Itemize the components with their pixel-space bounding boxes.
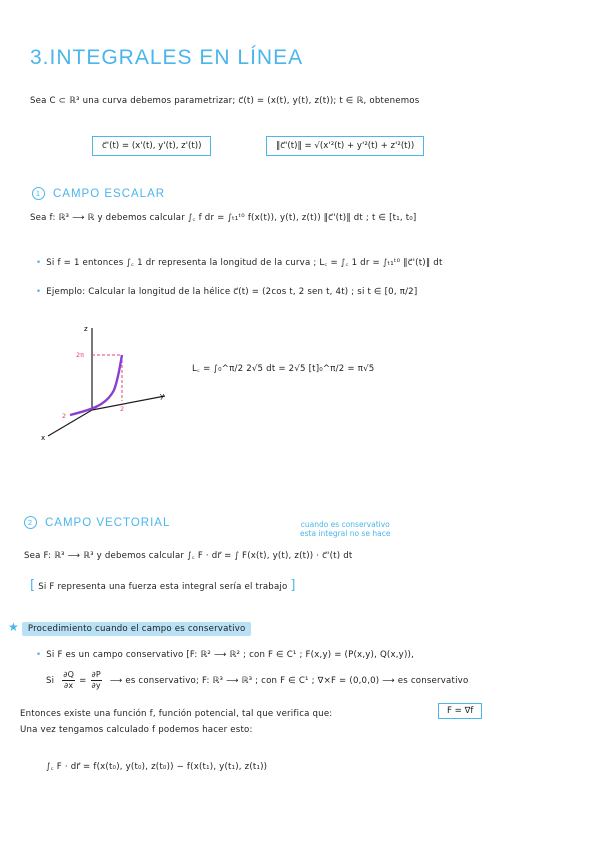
intro-line: Sea C ⊂ ℝ³ una curva debemos parametrizar; c⃗(t) = (x(t), y(t), z(t)); t ∈ ℝ, obtenemos [30, 96, 420, 106]
potential-line: Entonces existe una función f, función potencial, tal que verifica que: [20, 709, 333, 719]
conservative-condition-1-text: Si F es un campo conservativo [F: ℝ² ⟶ ℝ² ; con F ∈ C¹ ; F(x,y) = (P(x,y), Q(x,y)), [46, 650, 415, 660]
scalar-bullet-example-text: Ejemplo: Calcular la longitud de la hélice c⃗(t) = (2cos t, 2 sen t, 4t) ; si t ∈ [0, π/2] [46, 287, 418, 297]
procedure-heading [8, 620, 251, 634]
page-title: 3.INTEGRALES EN LÍNEA [30, 46, 304, 69]
potential-box: F = ∇f [438, 703, 482, 719]
scalar-definition: Sea f: ℝ³ ⟶ ℝ y debemos calcular ∫꜀ f dr = ∫ₜ₁ᵗ⁰ f(x(t)), y(t), z(t)) ‖c⃗'(t)‖ dt ; t ∈ [t₁, t₀] [30, 213, 417, 223]
conservative-note-line1: cuando es conservativo [300, 520, 390, 529]
final-formula: ∫꜀ F · dr⃗ = f(x(t₀), y(t₀), z(t₀)) − f(x(t₁), y(t₁), z(t₁)) [46, 762, 268, 772]
bracket-right: ] [290, 578, 296, 593]
x-tick-label: 2 [62, 412, 67, 420]
cond2-prefix: Si [46, 675, 55, 686]
section-vector-heading [24, 516, 170, 529]
y-axis-label: y [160, 392, 165, 400]
procedure-heading-text: Procedimiento cuando el campo es conservativo [22, 622, 252, 636]
derivative-box: c⃗'(t) = (x'(t), y'(t), z'(t)) [92, 136, 211, 156]
conservative-note-line2: esta integral no se hace [300, 529, 391, 538]
cond2-rest: ⟶ es conservativo; F: ℝ³ ⟶ ℝ³ ; con F ∈ C¹ ; ∇×F = (0,0,0) ⟶ es conservativo [109, 675, 469, 686]
y-tick-label: 2 [120, 405, 125, 413]
z-tick-label: 2π [76, 351, 85, 359]
conservative-note [300, 520, 390, 538]
work-note-text: Si F representa una fuerza esta integral sería el trabajo [38, 582, 288, 592]
work-note [30, 578, 296, 593]
conservative-condition-1 [36, 650, 414, 660]
scalar-bullet-if [36, 256, 443, 268]
bullet-icon: • [36, 650, 42, 660]
frac-bot-right: ∂y [91, 681, 101, 690]
section-number-1: 1 [32, 187, 45, 200]
bracket-left: [ [30, 578, 36, 593]
equals-sign: = [79, 675, 87, 686]
section-scalar-heading [32, 187, 165, 200]
scalar-bullet-example [36, 287, 417, 297]
section-vector-title: CAMPO VECTORIAL [45, 517, 171, 529]
star-icon: ★ [8, 620, 19, 634]
conservative-condition-2 [46, 670, 468, 691]
scalar-bullet-if-text: Si f = 1 entonces ∫꜀ 1 dr representa la longitud de la curva ; L꜀ = ∫꜀ 1 dr = ∫ₜ₁ᵗ⁰ ‖c⃗'(t)‖ dt [46, 258, 443, 268]
section-scalar-title: CAMPO ESCALAR [53, 188, 166, 200]
frac-top-right: ∂P [91, 670, 101, 679]
fraction-dp-dy [91, 670, 102, 691]
fraction-dq-dx [62, 670, 75, 691]
frac-bot-left: ∂x [64, 681, 74, 690]
section-number-2: 2 [24, 516, 37, 529]
x-axis-label: x [41, 434, 46, 442]
bullet-icon: • [36, 287, 42, 297]
z-axis-label: z [84, 325, 88, 333]
helix-length-result: L꜀ = ∫₀^π/2 2√5 dt = 2√5 [t]₀^π/2 = π√5 [192, 364, 375, 374]
norm-box: ‖c⃗'(t)‖ = √(x'²(t) + y'²(t) + z'²(t)) [266, 136, 424, 156]
bullet-icon: • [36, 258, 42, 268]
helix-graph [40, 318, 180, 448]
vector-definition: Sea F: ℝ³ ⟶ ℝ³ y debemos calcular ∫꜀ F · dr⃗ = ∫ F(x(t), y(t), z(t)) · c⃗'(t) dt [24, 551, 353, 561]
frac-top-left: ∂Q [63, 670, 75, 679]
once-line: Una vez tengamos calculado f podemos hacer esto: [20, 725, 253, 735]
